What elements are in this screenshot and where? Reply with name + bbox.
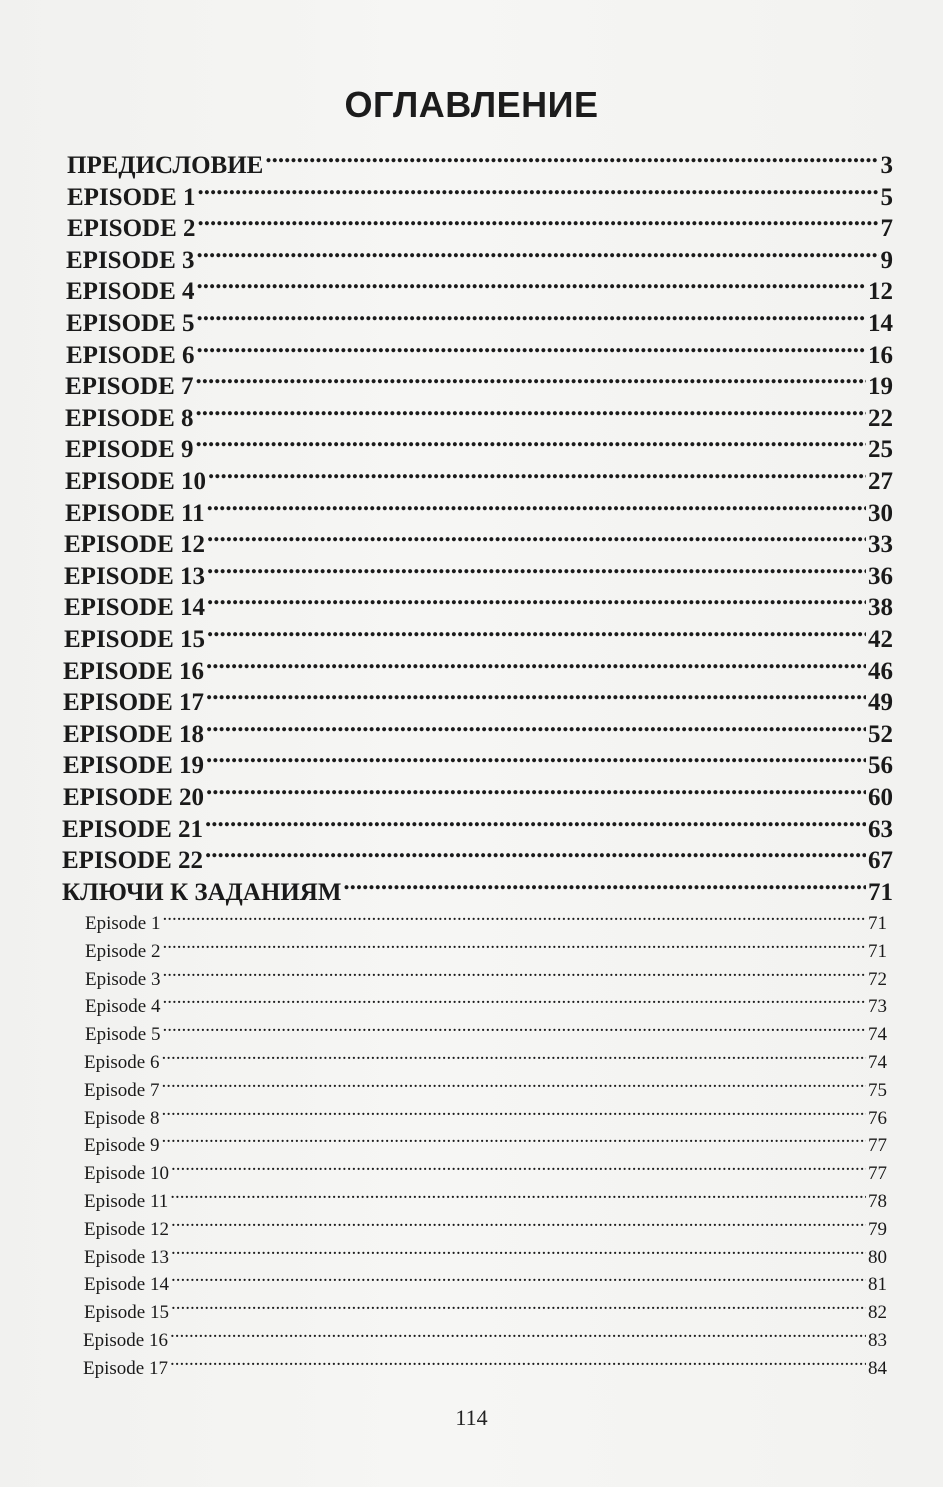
toc-entry-page: 49 <box>868 689 893 717</box>
toc-entry <box>62 869 893 906</box>
toc-entry-label: ПРЕДИСЛОВИЕ <box>67 152 264 179</box>
toc-entry <box>64 584 893 622</box>
toc-subentry-label: Episode 11 <box>84 1191 169 1212</box>
toc-entry <box>65 426 893 464</box>
dot-leader <box>343 869 866 900</box>
toc-subentry-page: 76 <box>868 1107 887 1129</box>
toc-entry <box>63 774 893 811</box>
toc-subentry <box>84 1068 887 1101</box>
dot-leader <box>196 363 866 394</box>
toc-subentry-page: 77 <box>868 1135 887 1157</box>
toc-entry-page: 42 <box>868 626 893 653</box>
toc-subentry <box>85 1012 887 1046</box>
toc-entry-page: 33 <box>868 531 893 559</box>
toc-subentry-page: 78 <box>868 1191 887 1212</box>
toc-entry <box>65 490 893 527</box>
toc-subentry-label: Episode 5 <box>85 1024 161 1046</box>
toc-subentry <box>84 1290 887 1324</box>
toc-entry-label: EPISODE 2 <box>67 215 196 243</box>
toc-subentry-page: 82 <box>868 1302 887 1324</box>
toc-entry-page: 46 <box>868 657 893 685</box>
toc-subentry-page: 77 <box>868 1163 887 1185</box>
toc-subentry <box>84 1123 887 1157</box>
toc-subentry-label: Episode 14 <box>84 1274 169 1296</box>
toc-subentry-label: Episode 9 <box>84 1135 160 1157</box>
toc-entry <box>64 553 893 590</box>
toc-entry-label: EPISODE 16 <box>63 657 205 685</box>
toc-subentry <box>84 1040 887 1073</box>
toc-subentry-label: Episode 17 <box>83 1357 168 1379</box>
toc-subentry-page: 83 <box>868 1330 887 1351</box>
toc-entry <box>62 837 893 875</box>
dot-leader <box>206 648 866 679</box>
toc-subentry <box>84 1096 887 1129</box>
toc-subentry-label: Episode 4 <box>85 996 161 1018</box>
toc-entry-label: EPISODE 11 <box>65 499 205 527</box>
toc-entry <box>66 300 893 337</box>
toc-entry-page: 3 <box>880 152 893 179</box>
toc-entry-page: 7 <box>880 215 893 243</box>
toc-entry-label: EPISODE 17 <box>63 689 205 717</box>
dot-leader <box>198 174 879 205</box>
toc-subentry-page: 80 <box>868 1246 887 1268</box>
toc-subentry-label: Episode 15 <box>84 1302 169 1324</box>
toc-entry-page: 5 <box>880 183 893 211</box>
toc-subentry <box>84 1179 887 1212</box>
dot-leader <box>171 1290 866 1318</box>
toc-entry <box>62 806 893 843</box>
toc-entry-label: EPISODE 15 <box>64 626 206 653</box>
dot-leader <box>196 395 866 426</box>
toc-subentry-page: 72 <box>868 968 887 990</box>
toc-entry-page: 12 <box>868 278 893 306</box>
toc-entry-label: КЛЮЧИ К ЗАДАНИЯМ <box>62 878 342 906</box>
dot-leader <box>170 1346 866 1374</box>
toc-subentry-label: Episode 2 <box>85 940 161 962</box>
toc-subentry <box>83 1346 887 1379</box>
toc-entry-page: 56 <box>868 752 893 780</box>
toc-entry-label: EPISODE 22 <box>62 847 204 875</box>
toc-entry <box>65 458 893 495</box>
toc-entry <box>63 711 893 748</box>
toc-entry-label: EPISODE 21 <box>62 815 204 843</box>
toc-entry <box>66 237 893 274</box>
toc-entry <box>65 395 893 432</box>
toc-entry-label: EPISODE 18 <box>63 720 205 748</box>
dot-leader <box>206 742 866 773</box>
toc-subentry-label: Episode 16 <box>83 1330 168 1351</box>
toc-subentry <box>84 1151 887 1185</box>
toc-entry <box>67 205 893 243</box>
toc-subentry-label: Episode 13 <box>84 1246 169 1268</box>
toc-entry-label: EPISODE 19 <box>63 752 205 780</box>
toc-subentry-page: 79 <box>868 1218 887 1240</box>
toc-subentry-page: 81 <box>868 1274 887 1296</box>
toc-entry-label: EPISODE 1 <box>67 183 196 211</box>
toc-entry <box>63 742 893 780</box>
dot-leader <box>161 1040 866 1068</box>
toc-entry-label: EPISODE 6 <box>66 341 195 369</box>
toc-entry-page: 30 <box>868 499 893 527</box>
toc-entry <box>64 521 893 559</box>
toc-entry <box>63 679 893 717</box>
toc-entry-label: EPISODE 7 <box>65 373 194 401</box>
dot-leader <box>170 1318 866 1346</box>
toc-entry-page: 38 <box>868 594 893 622</box>
dot-leader <box>161 1123 866 1151</box>
dot-leader <box>171 1235 866 1263</box>
dot-leader <box>206 679 866 710</box>
toc-subentry <box>85 901 887 934</box>
dot-leader <box>205 837 866 868</box>
dot-leader <box>197 237 879 268</box>
toc-entry-label: EPISODE 13 <box>64 562 206 590</box>
toc-subentry <box>85 984 887 1018</box>
dot-leader <box>265 142 878 173</box>
toc-subentry-label: Episode 12 <box>84 1218 169 1240</box>
dot-leader <box>162 984 866 1012</box>
dot-leader <box>206 774 866 805</box>
toc-subentry <box>83 1318 887 1351</box>
toc-entry-label: EPISODE 12 <box>64 531 206 559</box>
toc-entry-page: 71 <box>868 878 893 906</box>
toc-entry-label: EPISODE 10 <box>65 468 207 495</box>
toc-subentry-page: 74 <box>868 1052 887 1073</box>
dot-leader <box>207 490 866 521</box>
toc-entry <box>67 142 893 179</box>
dot-leader <box>207 521 866 552</box>
toc-subentry-label: Episode 8 <box>84 1107 160 1129</box>
dot-leader <box>207 616 866 647</box>
toc-entry-page: 63 <box>868 815 893 843</box>
toc-entry-page: 25 <box>868 436 893 464</box>
toc-entry-label: EPISODE 9 <box>65 436 194 464</box>
toc-subentry-label: Episode 1 <box>85 913 161 934</box>
toc-subentry-page: 71 <box>868 913 887 934</box>
dot-leader <box>207 584 866 615</box>
dot-leader <box>197 332 866 363</box>
toc-subentry-page: 75 <box>868 1079 887 1101</box>
dot-leader <box>162 901 866 929</box>
toc-entry-page: 67 <box>868 847 893 875</box>
toc-entry-page: 22 <box>868 404 893 432</box>
toc-subentry-page: 71 <box>868 940 887 962</box>
toc-entry <box>65 363 893 401</box>
toc-subentry <box>85 957 887 990</box>
toc-entry-page: 36 <box>868 562 893 590</box>
dot-leader <box>162 957 866 985</box>
toc-entry-page: 27 <box>868 468 893 495</box>
dot-leader <box>161 1068 866 1096</box>
toc-entry-page: 16 <box>868 341 893 369</box>
toc-subentry <box>84 1207 887 1240</box>
dot-leader <box>171 1151 866 1179</box>
dot-leader <box>207 553 866 584</box>
dot-leader <box>197 268 866 299</box>
dot-leader <box>171 1262 866 1290</box>
toc-subentry-page: 84 <box>868 1357 887 1379</box>
toc-entry-page: 60 <box>868 784 893 811</box>
toc-entry-label: EPISODE 8 <box>65 404 194 432</box>
toc-subentry-page: 73 <box>868 996 887 1018</box>
toc-subentry-label: Episode 10 <box>84 1163 169 1185</box>
toc-entry-label: EPISODE 5 <box>66 310 195 337</box>
toc-entry-page: 52 <box>868 720 893 748</box>
toc-entry-page: 14 <box>868 310 893 337</box>
toc-subentry <box>84 1235 887 1268</box>
dot-leader <box>170 1179 866 1207</box>
toc-entry-label: EPISODE 20 <box>63 784 205 811</box>
toc-subentry-label: Episode 7 <box>84 1079 160 1101</box>
toc-entry-label: EPISODE 3 <box>66 246 195 274</box>
toc-entry-label: EPISODE 4 <box>66 278 195 306</box>
dot-leader <box>162 1012 866 1040</box>
toc-subentry-label: Episode 3 <box>85 968 161 990</box>
dot-leader <box>161 1096 866 1124</box>
dot-leader <box>205 806 866 837</box>
toc-entry <box>66 268 893 306</box>
toc-subentry <box>85 929 887 962</box>
toc-entry <box>66 332 893 369</box>
toc-subentry-page: 74 <box>868 1024 887 1046</box>
toc-subentry-label: Episode 6 <box>84 1052 160 1073</box>
dot-leader <box>197 300 866 331</box>
toc-entry <box>67 174 893 211</box>
toc-entry <box>63 648 893 685</box>
dot-leader <box>198 205 879 236</box>
toc-entry-label: EPISODE 14 <box>64 594 206 622</box>
toc-entry <box>64 616 893 653</box>
dot-leader <box>206 711 866 742</box>
dot-leader <box>196 426 866 457</box>
toc-subentry <box>84 1262 887 1296</box>
toc-entry-page: 9 <box>880 246 893 274</box>
toc-entry-page: 19 <box>868 373 893 401</box>
page-number: 114 <box>455 1405 488 1430</box>
dot-leader <box>171 1207 866 1235</box>
page-title: ОГЛАВЛЕНИЕ <box>344 84 599 125</box>
dot-leader <box>208 458 866 489</box>
dot-leader <box>162 929 866 957</box>
